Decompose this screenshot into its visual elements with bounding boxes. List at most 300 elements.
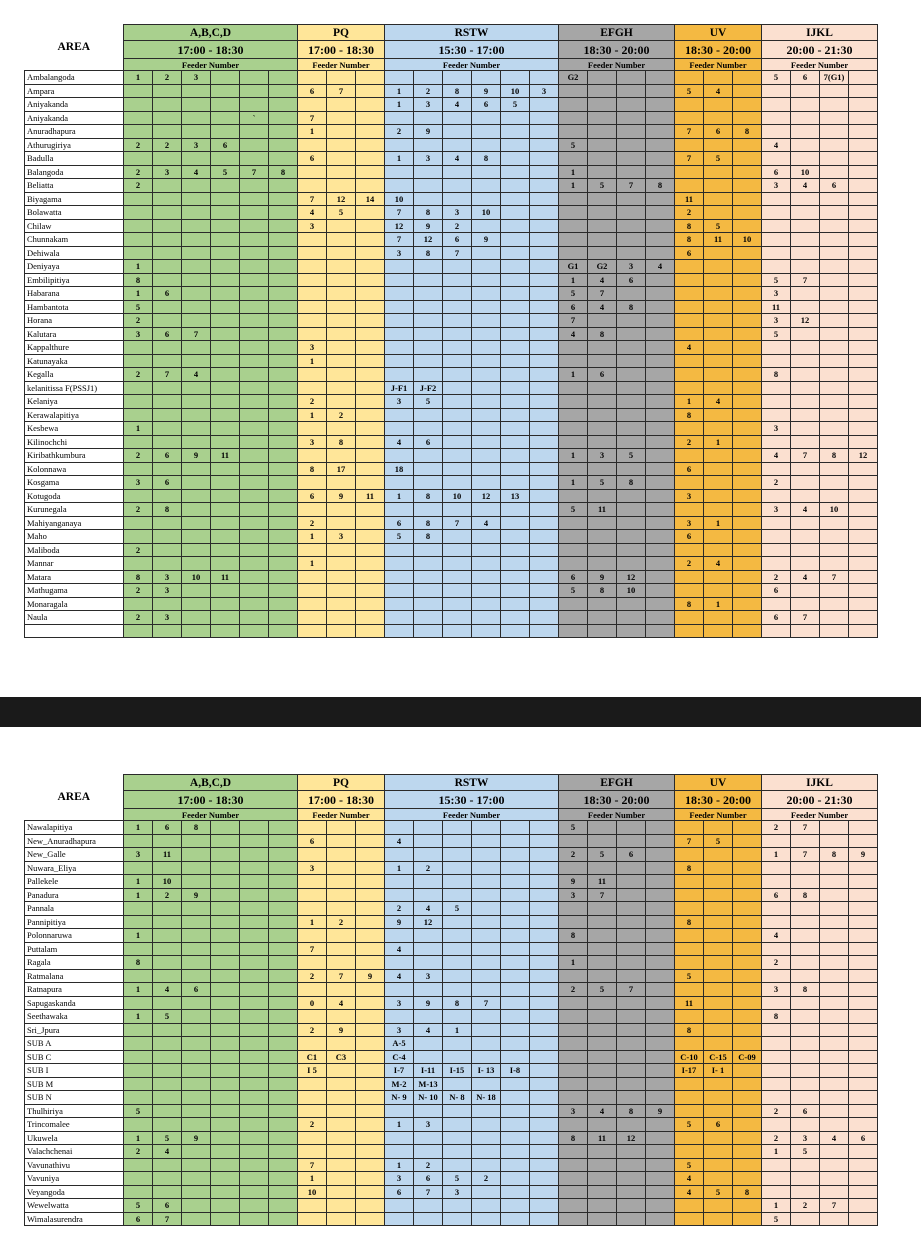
feeder-cell-ijkl: 8 [820,848,849,862]
feeder-cell-abcd [182,503,211,517]
feeder-cell-uv: 11 [704,233,733,247]
feeder-cell-rstw [443,260,472,274]
feeder-cell-uv [704,408,733,422]
feeder-cell-uv [704,98,733,112]
feeder-cell-rstw [472,530,501,544]
feeder-cell-ijkl: 7 [791,848,820,862]
feeder-cell-pq [298,476,327,490]
area-name: Athurugiriya [25,138,124,152]
feeder-cell-uv [733,449,762,463]
feeder-cell-pq [356,84,385,98]
feeder-cell-ijkl [820,1172,849,1186]
feeder-cell-ijkl [791,341,820,355]
feeder-cell-uv [704,983,733,997]
feeder-cell-pq: 5 [327,206,356,220]
feeder-cell-abcd [182,246,211,260]
feeder-cell-abcd: 1 [124,260,153,274]
feeder-cell-ijkl [791,381,820,395]
feeder-cell-rstw: N- 9 [385,1091,414,1105]
feeder-cell-pq [298,1077,327,1091]
feeder-cell-abcd: 3 [153,611,182,625]
feeder-cell-rstw [472,179,501,193]
feeder-cell-pq [356,1199,385,1213]
feeder-cell-uv [704,111,733,125]
feeder-cell-abcd [269,929,298,943]
feeder-cell-abcd [153,341,182,355]
feeder-cell-ijkl [849,1104,878,1118]
feeder-cell-ijkl [791,354,820,368]
feeder-cell-abcd [124,1158,153,1172]
feeder-cell-uv [704,422,733,436]
feeder-cell-ijkl [762,1064,791,1078]
feeder-cell-abcd [269,1023,298,1037]
feeder-cell-rstw [443,1145,472,1159]
feeder-cell-rstw [501,462,530,476]
feeder-cell-abcd [182,915,211,929]
feeder-cell-ijkl [762,1023,791,1037]
feeder-cell-abcd: 6 [124,1212,153,1226]
table-row [25,206,878,220]
feeder-cell-ijkl [791,98,820,112]
feeder-cell-pq: 2 [298,1023,327,1037]
feeder-cell-rstw [530,300,559,314]
feeder-cell-uv [733,246,762,260]
feeder-cell-efgh [646,395,675,409]
feeder-cell-abcd [211,1050,240,1064]
feeder-cell-abcd [182,848,211,862]
feeder-cell-pq [327,983,356,997]
feeder-cell-ijkl [820,1118,849,1132]
feeder-cell-efgh [588,942,617,956]
feeder-cell-efgh [588,71,617,85]
feeder-cell-pq [356,996,385,1010]
feeder-cell-abcd: 7 [182,327,211,341]
feeder-cell-abcd [269,368,298,382]
feeder-cell-rstw: 1 [385,84,414,98]
feeder-cell-ijkl [791,597,820,611]
feeder-cell-ijkl [762,834,791,848]
feeder-cell-pq: 1 [298,557,327,571]
feeder-cell-pq [356,875,385,889]
area-name: Bolawatta [25,206,124,220]
feeder-cell-abcd [124,902,153,916]
feeder-cell-ijkl [791,219,820,233]
feeder-cell-rstw: 5 [385,530,414,544]
feeder-cell-ijkl [820,192,849,206]
feeder-cell-efgh [559,354,588,368]
feeder-cell-abcd [182,476,211,490]
feeder-cell-ijkl: 4 [791,179,820,193]
feeder-cell-efgh [617,969,646,983]
feeder-cell-efgh [646,341,675,355]
feeder-cell-rstw [530,341,559,355]
feeder-cell-efgh: 9 [646,1104,675,1118]
feeder-cell-ijkl [849,71,878,85]
feeder-cell-pq [298,138,327,152]
feeder-cell-rstw [443,435,472,449]
feeder-cell-abcd [240,98,269,112]
feeder-cell-abcd [240,848,269,862]
feeder-cell-pq [356,408,385,422]
feeder-cell-rstw [472,138,501,152]
feeder-cell-pq [327,300,356,314]
feeder-cell-uv [733,381,762,395]
feeder-cell-ijkl [820,300,849,314]
feeder-cell-rstw: 4 [414,1023,443,1037]
table-row [25,1212,878,1226]
feeder-cell-abcd [182,1104,211,1118]
feeder-cell-ijkl: 5 [762,327,791,341]
feeder-cell-ijkl [849,84,878,98]
feeder-cell-abcd [211,942,240,956]
area-name: Hambantota [25,300,124,314]
feeder-cell-ijkl [820,996,849,1010]
feeder-cell-rstw [472,983,501,997]
table-row [25,861,878,875]
feeder-cell-efgh [646,368,675,382]
feeder-cell-ijkl [762,861,791,875]
feeder-cell-ijkl [791,462,820,476]
feeder-cell-efgh [588,354,617,368]
feeder-cell-rstw [501,125,530,139]
table-row [25,125,878,139]
table-row [25,543,878,557]
table-row [25,260,878,274]
feeder-cell-pq [298,1010,327,1024]
feeder-cell-rstw [414,260,443,274]
feeder-cell-pq [356,1131,385,1145]
feeder-cell-ijkl [849,888,878,902]
time-slot-ijkl: 20:00 - 21:30 [762,41,878,59]
feeder-cell-ijkl [849,206,878,220]
feeder-cell-abcd: 4 [153,1145,182,1159]
area-name: Chilaw [25,219,124,233]
feeder-cell-abcd [211,902,240,916]
feeder-cell-efgh [588,902,617,916]
feeder-cell-uv [733,848,762,862]
feeder-cell-abcd: 3 [124,848,153,862]
feeder-cell-rstw: 6 [472,98,501,112]
feeder-cell-abcd [269,584,298,598]
feeder-cell-efgh [559,1050,588,1064]
feeder-cell-efgh [588,1145,617,1159]
feeder-cell-ijkl [849,942,878,956]
feeder-cell-efgh [617,821,646,835]
area-name: Kiribathkumbura [25,449,124,463]
feeder-cell-rstw [530,503,559,517]
feeder-cell-uv [733,84,762,98]
feeder-cell-ijkl [791,1185,820,1199]
feeder-cell-uv [704,1131,733,1145]
feeder-cell-abcd: 3 [124,327,153,341]
feeder-cell-efgh [559,543,588,557]
feeder-cell-abcd [124,152,153,166]
feeder-cell-pq [327,1131,356,1145]
feeder-cell-rstw [501,516,530,530]
feeder-cell-rstw [530,1131,559,1145]
feeder-cell-efgh [617,71,646,85]
area-name: Mannar [25,557,124,571]
feeder-cell-abcd [240,1091,269,1105]
feeder-cell-rstw [501,915,530,929]
table-row [25,152,878,166]
feeder-cell-rstw [385,449,414,463]
feeder-cell-rstw [443,942,472,956]
feeder-cell-ijkl [791,834,820,848]
feeder-cell-abcd [269,1050,298,1064]
feeder-cell-uv [704,530,733,544]
feeder-cell-rstw [472,1145,501,1159]
feeder-cell-pq [356,1037,385,1051]
feeder-cell-uv [733,71,762,85]
table-tail-row [25,624,878,638]
feeder-cell-efgh [559,1037,588,1051]
feeder-cell-abcd: 8 [124,956,153,970]
feeder-cell-ijkl [849,422,878,436]
feeder-cell-rstw [385,1104,414,1118]
feeder-cell-abcd [240,1185,269,1199]
feeder-cell-efgh [646,1185,675,1199]
feeder-cell-ijkl [820,381,849,395]
feeder-cell-pq: 1 [298,1172,327,1186]
feeder-cell-abcd [211,395,240,409]
feeder-cell-rstw [472,341,501,355]
feeder-cell-rstw: 7 [385,233,414,247]
feeder-cell-ijkl [849,260,878,274]
feeder-cell-uv [675,422,704,436]
feeder-cell-abcd [269,219,298,233]
feeder-cell-efgh [617,341,646,355]
feeder-cell-efgh [646,597,675,611]
feeder-cell-abcd [153,98,182,112]
time-slot-efgh: 18:30 - 20:00 [559,791,675,809]
feeder-cell-rstw [472,246,501,260]
feeder-cell-ijkl [791,125,820,139]
area-name: Matara [25,570,124,584]
area-name: SUB C [25,1050,124,1064]
feeder-cell-rstw [501,233,530,247]
feeder-cell-pq [298,902,327,916]
table-row [25,557,878,571]
feeder-cell-pq [327,125,356,139]
feeder-cell-rstw: 7 [385,206,414,220]
feeder-cell-uv: 5 [675,969,704,983]
feeder-cell-abcd [269,449,298,463]
feeder-cell-abcd [240,260,269,274]
feeder-cell-abcd [211,314,240,328]
feeder-cell-abcd [211,422,240,436]
feeder-cell-uv [733,152,762,166]
feeder-cell-uv: 8 [733,125,762,139]
feeder-cell-ijkl [820,246,849,260]
feeder-cell-uv [733,138,762,152]
feeder-cell-ijkl [820,125,849,139]
area-name: SUB N [25,1091,124,1105]
feeder-cell-ijkl [849,929,878,943]
feeder-cell-pq: 7 [327,84,356,98]
feeder-cell-efgh [588,435,617,449]
feeder-cell-efgh [646,956,675,970]
feeder-cell-uv [733,624,762,638]
feeder-cell-rstw: 4 [385,942,414,956]
feeder-number-label: Feeder Number [298,809,385,821]
feeder-cell-abcd: 3 [153,165,182,179]
feeder-cell-pq [327,219,356,233]
table-row [25,503,878,517]
feeder-cell-abcd [211,287,240,301]
feeder-cell-ijkl: 12 [791,314,820,328]
feeder-cell-abcd [182,557,211,571]
feeder-cell-rstw [530,983,559,997]
feeder-cell-efgh [617,435,646,449]
feeder-cell-ijkl [820,942,849,956]
feeder-cell-rstw [414,570,443,584]
feeder-cell-rstw [414,422,443,436]
feeder-cell-rstw [443,165,472,179]
feeder-cell-pq [298,1131,327,1145]
feeder-cell-ijkl [849,327,878,341]
feeder-cell-efgh [646,915,675,929]
feeder-cell-abcd [240,314,269,328]
feeder-cell-rstw: I-11 [414,1064,443,1078]
feeder-cell-uv [704,192,733,206]
feeder-cell-ijkl [820,260,849,274]
feeder-cell-rstw: 1 [385,1118,414,1132]
feeder-cell-uv [733,435,762,449]
feeder-cell-pq [327,1185,356,1199]
feeder-cell-uv [704,246,733,260]
table-row [25,219,878,233]
feeder-cell-uv [675,1131,704,1145]
feeder-cell-efgh [646,1199,675,1213]
feeder-cell-pq [298,422,327,436]
feeder-cell-abcd [182,1050,211,1064]
feeder-cell-abcd: 3 [153,584,182,598]
feeder-cell-pq [298,503,327,517]
feeder-cell-uv: 8 [675,1023,704,1037]
feeder-cell-abcd [182,152,211,166]
feeder-cell-abcd [269,915,298,929]
feeder-cell-ijkl [849,462,878,476]
feeder-cell-rstw [443,462,472,476]
feeder-cell-efgh [588,956,617,970]
feeder-cell-ijkl [791,84,820,98]
area-name: Balangoda [25,165,124,179]
feeder-cell-uv [675,942,704,956]
feeder-cell-abcd [182,1023,211,1037]
feeder-cell-uv [675,381,704,395]
feeder-cell-ijkl [791,1158,820,1172]
feeder-cell-abcd [211,192,240,206]
feeder-cell-pq [327,1104,356,1118]
table-row [25,530,878,544]
feeder-cell-uv [675,875,704,889]
feeder-cell-ijkl: 7 [820,1199,849,1213]
feeder-cell-efgh [617,327,646,341]
feeder-cell-efgh [646,996,675,1010]
feeder-cell-rstw [530,273,559,287]
feeder-cell-uv [733,570,762,584]
feeder-cell-pq [356,341,385,355]
feeder-cell-abcd [269,84,298,98]
feeder-cell-pq [356,1064,385,1078]
feeder-cell-rstw: 3 [443,1185,472,1199]
feeder-cell-efgh [559,408,588,422]
feeder-cell-rstw [472,1131,501,1145]
feeder-cell-rstw [385,260,414,274]
feeder-cell-efgh [617,408,646,422]
feeder-cell-rstw [530,395,559,409]
feeder-cell-abcd [153,246,182,260]
feeder-cell-efgh [588,489,617,503]
feeder-cell-rstw [385,408,414,422]
feeder-cell-abcd [240,597,269,611]
area-name: Seethawaka [25,1010,124,1024]
feeder-cell-pq: 6 [298,84,327,98]
feeder-cell-efgh [588,233,617,247]
feeder-cell-pq [356,888,385,902]
feeder-cell-abcd [240,206,269,220]
feeder-cell-abcd [269,1212,298,1226]
feeder-cell-rstw [501,422,530,436]
feeder-cell-abcd [211,233,240,247]
feeder-cell-ijkl [820,111,849,125]
feeder-cell-abcd [269,408,298,422]
feeder-cell-rstw [530,1212,559,1226]
feeder-cell-abcd [269,71,298,85]
feeder-cell-ijkl [762,996,791,1010]
feeder-cell-rstw [501,314,530,328]
feeder-cell-rstw: 8 [472,152,501,166]
table-row [25,1037,878,1051]
feeder-cell-efgh [588,246,617,260]
feeder-cell-ijkl: 2 [762,956,791,970]
feeder-cell-ijkl [762,206,791,220]
area-name: Ratnapura [25,983,124,997]
feeder-cell-pq [327,98,356,112]
feeder-cell-abcd [211,543,240,557]
feeder-cell-efgh [646,71,675,85]
feeder-cell-pq: 2 [298,1118,327,1132]
feeder-cell-pq [327,1010,356,1024]
feeder-cell-rstw [472,942,501,956]
feeder-cell-uv [675,1199,704,1213]
feeder-cell-efgh [646,624,675,638]
feeder-cell-uv [733,408,762,422]
feeder-cell-abcd: 8 [124,570,153,584]
feeder-cell-abcd [211,1158,240,1172]
feeder-cell-ijkl: 3 [762,314,791,328]
feeder-cell-rstw [501,287,530,301]
feeder-cell-abcd [153,530,182,544]
feeder-cell-efgh [646,1037,675,1051]
table-row [25,956,878,970]
feeder-cell-rstw: 5 [501,98,530,112]
feeder-cell-rstw [443,848,472,862]
feeder-cell-efgh: 1 [559,368,588,382]
feeder-cell-abcd: 4 [153,983,182,997]
feeder-cell-efgh [646,206,675,220]
feeder-cell-abcd [240,192,269,206]
area-name: Kegalla [25,368,124,382]
feeder-cell-rstw [472,969,501,983]
feeder-cell-abcd: 6 [153,821,182,835]
feeder-cell-uv [704,875,733,889]
feeder-cell-rstw [501,624,530,638]
feeder-cell-pq: 3 [298,341,327,355]
feeder-cell-abcd: 8 [182,821,211,835]
feeder-cell-abcd [182,341,211,355]
